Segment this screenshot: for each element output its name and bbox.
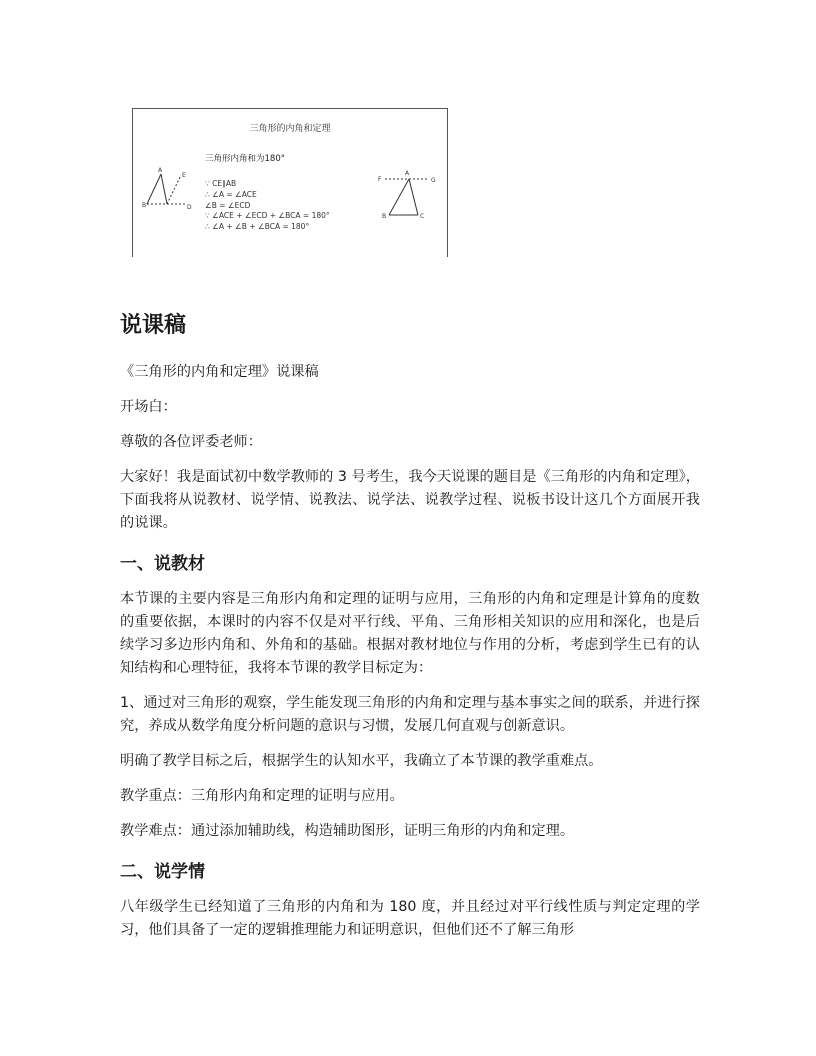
proof-line: ∴ ∠A = ∠ACE bbox=[205, 189, 257, 199]
right-side-ac bbox=[409, 179, 418, 215]
paragraph: 八年级学生已经知道了三角形的内角和为 180 度，并且经过对平行线性质与判定定理的学习，他们具备了一定的逻辑推理能力和证明意识，但他们还不了解三角形 bbox=[120, 899, 700, 938]
label-e-left: E bbox=[182, 172, 186, 179]
paragraph: 教学重点：三角形内角和定理的证明与应用。 bbox=[120, 788, 404, 804]
greeting: 尊敬的各位评委老师： bbox=[120, 434, 262, 450]
document-body bbox=[120, 308, 700, 954]
label-a-right: A bbox=[405, 170, 410, 177]
left-side-ac bbox=[161, 174, 167, 204]
left-line-ce bbox=[167, 175, 181, 204]
board-figure bbox=[132, 108, 448, 257]
label-a-left: A bbox=[158, 167, 163, 174]
proof-line: ∵ ∠ACE + ∠ECD + ∠BCA = 180° bbox=[205, 211, 330, 221]
label-b-right: B bbox=[382, 213, 387, 220]
section-heading-students: 二、说学情 bbox=[120, 862, 205, 882]
proof-line: ∴ ∠A + ∠B + ∠BCA = 180° bbox=[205, 222, 310, 232]
proof-line: ∠B = ∠ECD bbox=[205, 200, 251, 210]
board-title: 三角形的内角和定理 bbox=[249, 124, 331, 134]
section-heading-textbook: 一、说教材 bbox=[120, 554, 205, 574]
intro-paragraph: 大家好！我是面试初中数学教师的 3 号考生，我今天说课的题目是《三角形的内角和定理》，下面我将从说教材、说学情、说教法、说学法、说教学过程、说板书设计这几个方面展开我的说课。 bbox=[120, 469, 700, 531]
right-side-ab bbox=[389, 179, 409, 215]
proof-line: ∵ CE∥AB bbox=[205, 179, 237, 188]
paragraph: 本节课的主要内容是三角形内角和定理的证明与应用，三角形的内角和定理是计算角的度数的重要依据，本课时的内容不仅是对平行线、平角、三角形相关知识的应用和深化，也是后续学习多边形内角和、外角和的基础。根据对教材地位与作用的分析，考虑到学生已有的认知结构和心理特征，我将本节课的教学目标定为： bbox=[120, 591, 700, 676]
label-b-left: B bbox=[142, 202, 147, 209]
right-triangle-figure bbox=[385, 179, 429, 215]
left-triangle-figure bbox=[147, 174, 185, 204]
paragraph: 1、通过对三角形的观察，学生能发现三角形的内角和定理与基本事实之间的联系，并进行探究，养成从数学角度分析问题的意识与习惯，发展几何直观与创新意识。 bbox=[120, 695, 700, 734]
label-d-left: D bbox=[187, 204, 192, 211]
opening-label: 开场白： bbox=[120, 399, 177, 415]
paragraph: 明确了教学目标之后，根据学生的认知水平，我确立了本节课的教学重难点。 bbox=[120, 753, 603, 769]
document-subtitle: 《三角形的内角和定理》说课稿 bbox=[120, 364, 319, 380]
triangle-diagrams bbox=[133, 109, 447, 257]
document-title: 说课稿 bbox=[120, 313, 187, 338]
label-c-right: C bbox=[420, 213, 425, 220]
label-g-right: G bbox=[431, 177, 436, 184]
label-f-right: F bbox=[378, 176, 382, 183]
left-side-ab bbox=[147, 174, 161, 204]
paragraph: 教学难点：通过添加辅助线，构造辅助图形，证明三角形的内角和定理。 bbox=[120, 823, 575, 839]
board-claim: 三角形内角和为180° bbox=[205, 154, 285, 164]
